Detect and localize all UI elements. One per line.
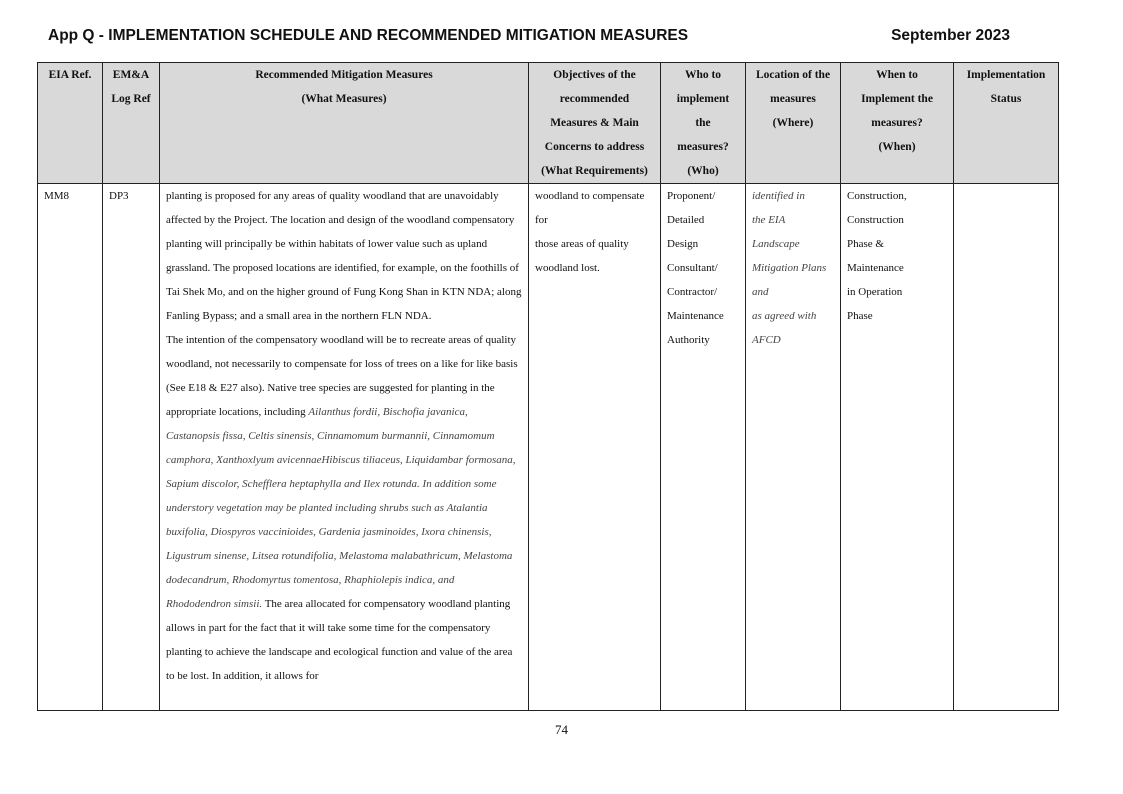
header-line: the — [695, 117, 711, 129]
cell-line: those areas of quality — [535, 238, 629, 250]
cell-line: woodland lost. — [535, 262, 600, 274]
measures-paragraph-2-start: The intention of the compensatory woodland will be to recreate areas of quality woodland, not necessarily to compensate for loss of trees on a like for like basis (See E18 & E27 also). Native tree species are suggested for planting in the appropriate locations, including — [166, 334, 518, 418]
header-line: Implementation — [966, 69, 1046, 81]
cell-measures — [160, 184, 529, 711]
cell-line: as agreed with — [752, 310, 817, 322]
col-header-who — [661, 63, 746, 184]
cell-where — [746, 184, 841, 711]
cell-who — [661, 184, 746, 711]
cell-line: Construction, — [847, 190, 907, 202]
header-line: (Who) — [687, 165, 719, 177]
header-line: EM&A — [112, 69, 150, 81]
cell-line: identified in — [752, 190, 805, 202]
cell-line: for — [535, 214, 548, 226]
cell-line: Detailed — [667, 214, 705, 226]
col-header-log-ref — [103, 63, 160, 184]
header-line: measures — [770, 93, 816, 105]
col-header-status — [954, 63, 1059, 184]
header-line: Measures & Main — [550, 117, 639, 129]
col-header-measures — [160, 63, 529, 184]
col-header-where — [746, 63, 841, 184]
header-line: Log Ref — [111, 93, 151, 105]
header-line: EIA Ref. — [48, 69, 92, 81]
cell-line: Construction — [847, 214, 904, 226]
header-row — [38, 63, 1059, 184]
document-date: September 2023 — [891, 27, 1010, 44]
species-list: Ailanthus fordii, Bischofia javanica, Castanopsis fissa, Celtis sinensis, Cinnamomum burmannii, Cinnamomum camphora, Xanthoxlyum avicennaeHibiscus tiliaceus, Liquidambar formosana, Sapium discolor, Schefflera heptaphylla and Ilex rotunda. In addition some understory vegetation may be planted including shrubs such as Atalantia buxifolia, Diospyros vaccinioides, Gardenia jasminoides, Ixora chinensis, Ligustrum sinense, Litsea rotundifolia, Melastoma malabathricum, Melastoma dodecandrum, Rhodomyrtus tomentosa, Rhaphiolepis indica, and Rhododendron simsii. — [166, 406, 516, 610]
measures-paragraph-2-end: The area allocated for compensatory woodland planting allows in part for the fact that it will take some time for the compensatory planting to achieve the landscape and ecological function and value of the area to be lost. In addition, it allows for — [166, 598, 513, 682]
cell-line: and — [752, 286, 769, 298]
header-line: implement — [676, 93, 730, 105]
cell-line: Design — [667, 238, 699, 250]
cell-line: Phase — [847, 310, 873, 322]
cell-line: Maintenance — [847, 262, 904, 274]
table-row — [38, 184, 1059, 711]
cell-line: woodland to compensate — [535, 190, 645, 202]
col-header-when — [841, 63, 954, 184]
cell-eia-ref: MM8 — [38, 184, 103, 711]
col-header-eia-ref — [38, 63, 103, 184]
header-line: Status — [990, 93, 1022, 105]
cell-line: in Operation — [847, 286, 903, 298]
cell-line: Landscape — [752, 238, 800, 250]
cell-line: AFCD — [752, 334, 781, 346]
cell-log-ref: DP3 — [103, 184, 160, 711]
document-title: App Q - IMPLEMENTATION SCHEDULE AND RECOMMENDED MITIGATION MEASURES — [48, 27, 689, 44]
header-line: measures? — [677, 141, 729, 153]
header-line: Objectives of the — [553, 69, 636, 81]
header-line: (Where) — [772, 117, 814, 129]
cell-line: Consultant/ — [667, 262, 718, 274]
header-line: Who to — [684, 69, 722, 81]
cell-line: Mitigation Plans — [752, 262, 827, 274]
page-number: 74 — [555, 722, 568, 737]
implementation-schedule-table — [37, 62, 1059, 711]
header-line: (What Requirements) — [541, 165, 648, 177]
header-line: recommended — [559, 93, 630, 105]
header-line: (When) — [878, 141, 916, 153]
header-line: Recommended Mitigation Measures — [255, 69, 433, 81]
cell-objectives — [529, 184, 661, 711]
header-line: (What Measures) — [301, 93, 387, 105]
cell-when — [841, 184, 954, 711]
header-line: When to — [876, 69, 918, 81]
header-line: Location of the — [755, 69, 831, 81]
cell-line: Proponent/ — [667, 190, 716, 202]
page-header — [48, 27, 1010, 45]
cell-line: Contractor/ — [667, 286, 718, 298]
measures-paragraph-1: planting is proposed for any areas of quality woodland that are unavoidably affected by the Project. The location and design of the woodland compensatory planting will principally be within habitats of lower value such as upland grassland. The proposed locations are identified, for example, on the foothills of Tai Shek Mo, and on the higher ground of Fung Kong Shan in KTN NDA; along Fanling Bypass; and a small area in the northern FLN NDA. — [166, 190, 522, 322]
header-line: Implement the — [861, 93, 933, 105]
cell-line: the EIA — [752, 214, 786, 226]
header-line: Concerns to address — [544, 141, 645, 153]
header-line: measures? — [871, 117, 923, 129]
col-header-objectives — [529, 63, 661, 184]
cell-status — [954, 184, 1059, 711]
cell-line: Authority — [667, 334, 710, 346]
cell-line: Maintenance — [667, 310, 724, 322]
cell-line: Phase & — [847, 238, 884, 250]
